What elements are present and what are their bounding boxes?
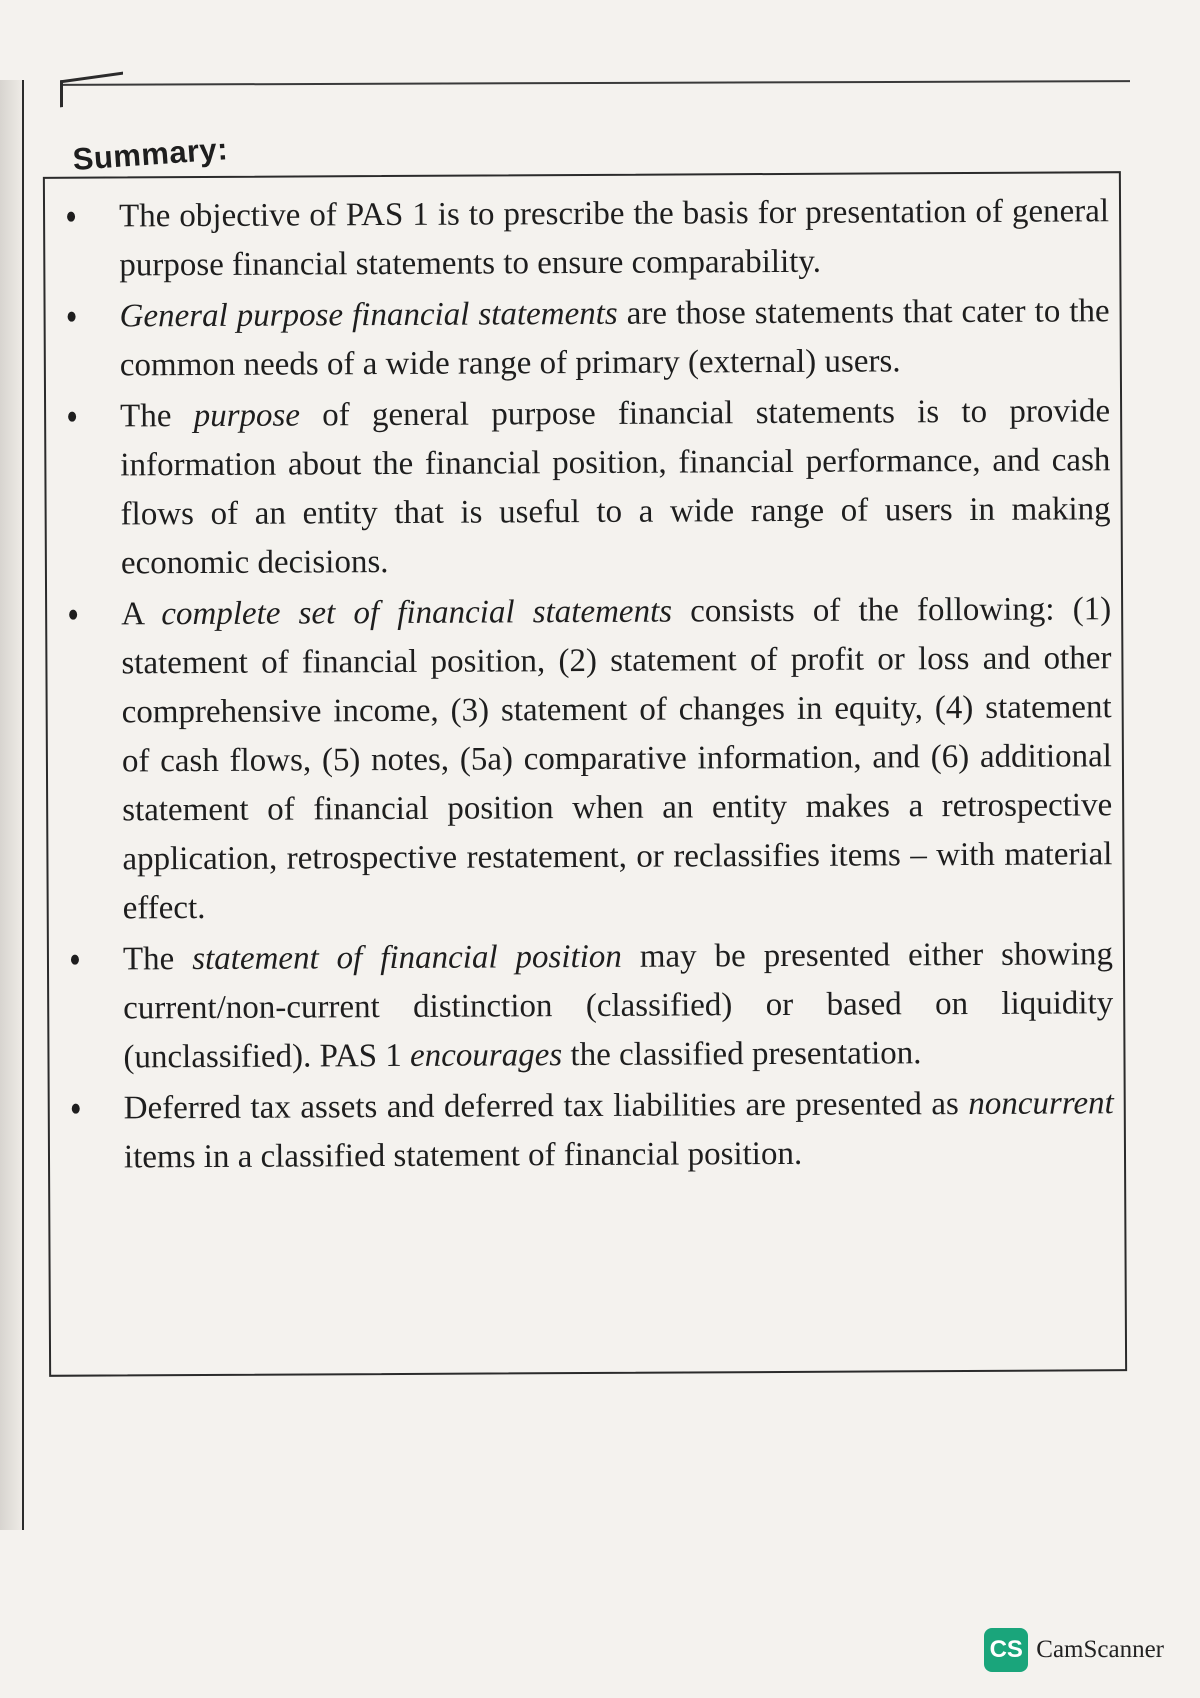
bullet-dot-icon xyxy=(68,312,76,322)
page-edge-shadow xyxy=(0,80,24,1530)
bullet-dot-icon xyxy=(69,610,77,620)
bullet-dot-icon xyxy=(67,212,75,222)
camscanner-logo-icon: CS xyxy=(984,1628,1028,1672)
camscanner-brand: CamScanner xyxy=(1036,1636,1164,1663)
bullet-item-objective: The objective of PAS 1 is to prescribe the basis for presentation of general purpose financial statements to ensure comparability. xyxy=(45,187,1109,291)
bullet-item-financial-position: The statement of financial position may be presented either showing current/non-current distinction (classified) or based on liquidity (unclassified). PAS 1 encourages the classified presentation. xyxy=(49,930,1114,1083)
bullet-item-general-purpose: General purpose financial statements are those statements that cater to the common needs of a wide range of primary (external) users. xyxy=(45,287,1109,391)
bullet-dot-icon xyxy=(71,955,79,965)
bullet-item-purpose: The purpose of general purpose financial statements is to provide information about the financial position, financial performance, and cash flows of an entity that is useful to a wide range of users in making economic decisions. xyxy=(46,387,1111,589)
summary-heading: Summary: xyxy=(71,131,230,178)
summary-bullet-list xyxy=(45,173,1124,1183)
bullet-dot-icon xyxy=(68,412,76,422)
bullet-item-deferred-tax: Deferred tax assets and deferred tax liabilities are presented as noncurrent items in a classified statement of financial position. xyxy=(50,1079,1114,1183)
summary-box xyxy=(43,171,1127,1377)
top-rule xyxy=(60,80,1130,86)
bullet-item-complete-set: A complete set of financial statements consists of the following: (1) statement of financial position, (2) statement of profit or loss and other comprehensive income, (3) statement of changes in equity, (4) statement of cash flows, (5) notes, (5a) comparative information, and (6) additional statement of financial position when an entity makes a retrospective application, retrospective restatement, or reclassifies items – with material effect. xyxy=(47,585,1113,934)
camscanner-watermark xyxy=(984,1628,1164,1672)
bullet-dot-icon xyxy=(72,1104,80,1114)
top-rule-corner xyxy=(60,72,123,108)
